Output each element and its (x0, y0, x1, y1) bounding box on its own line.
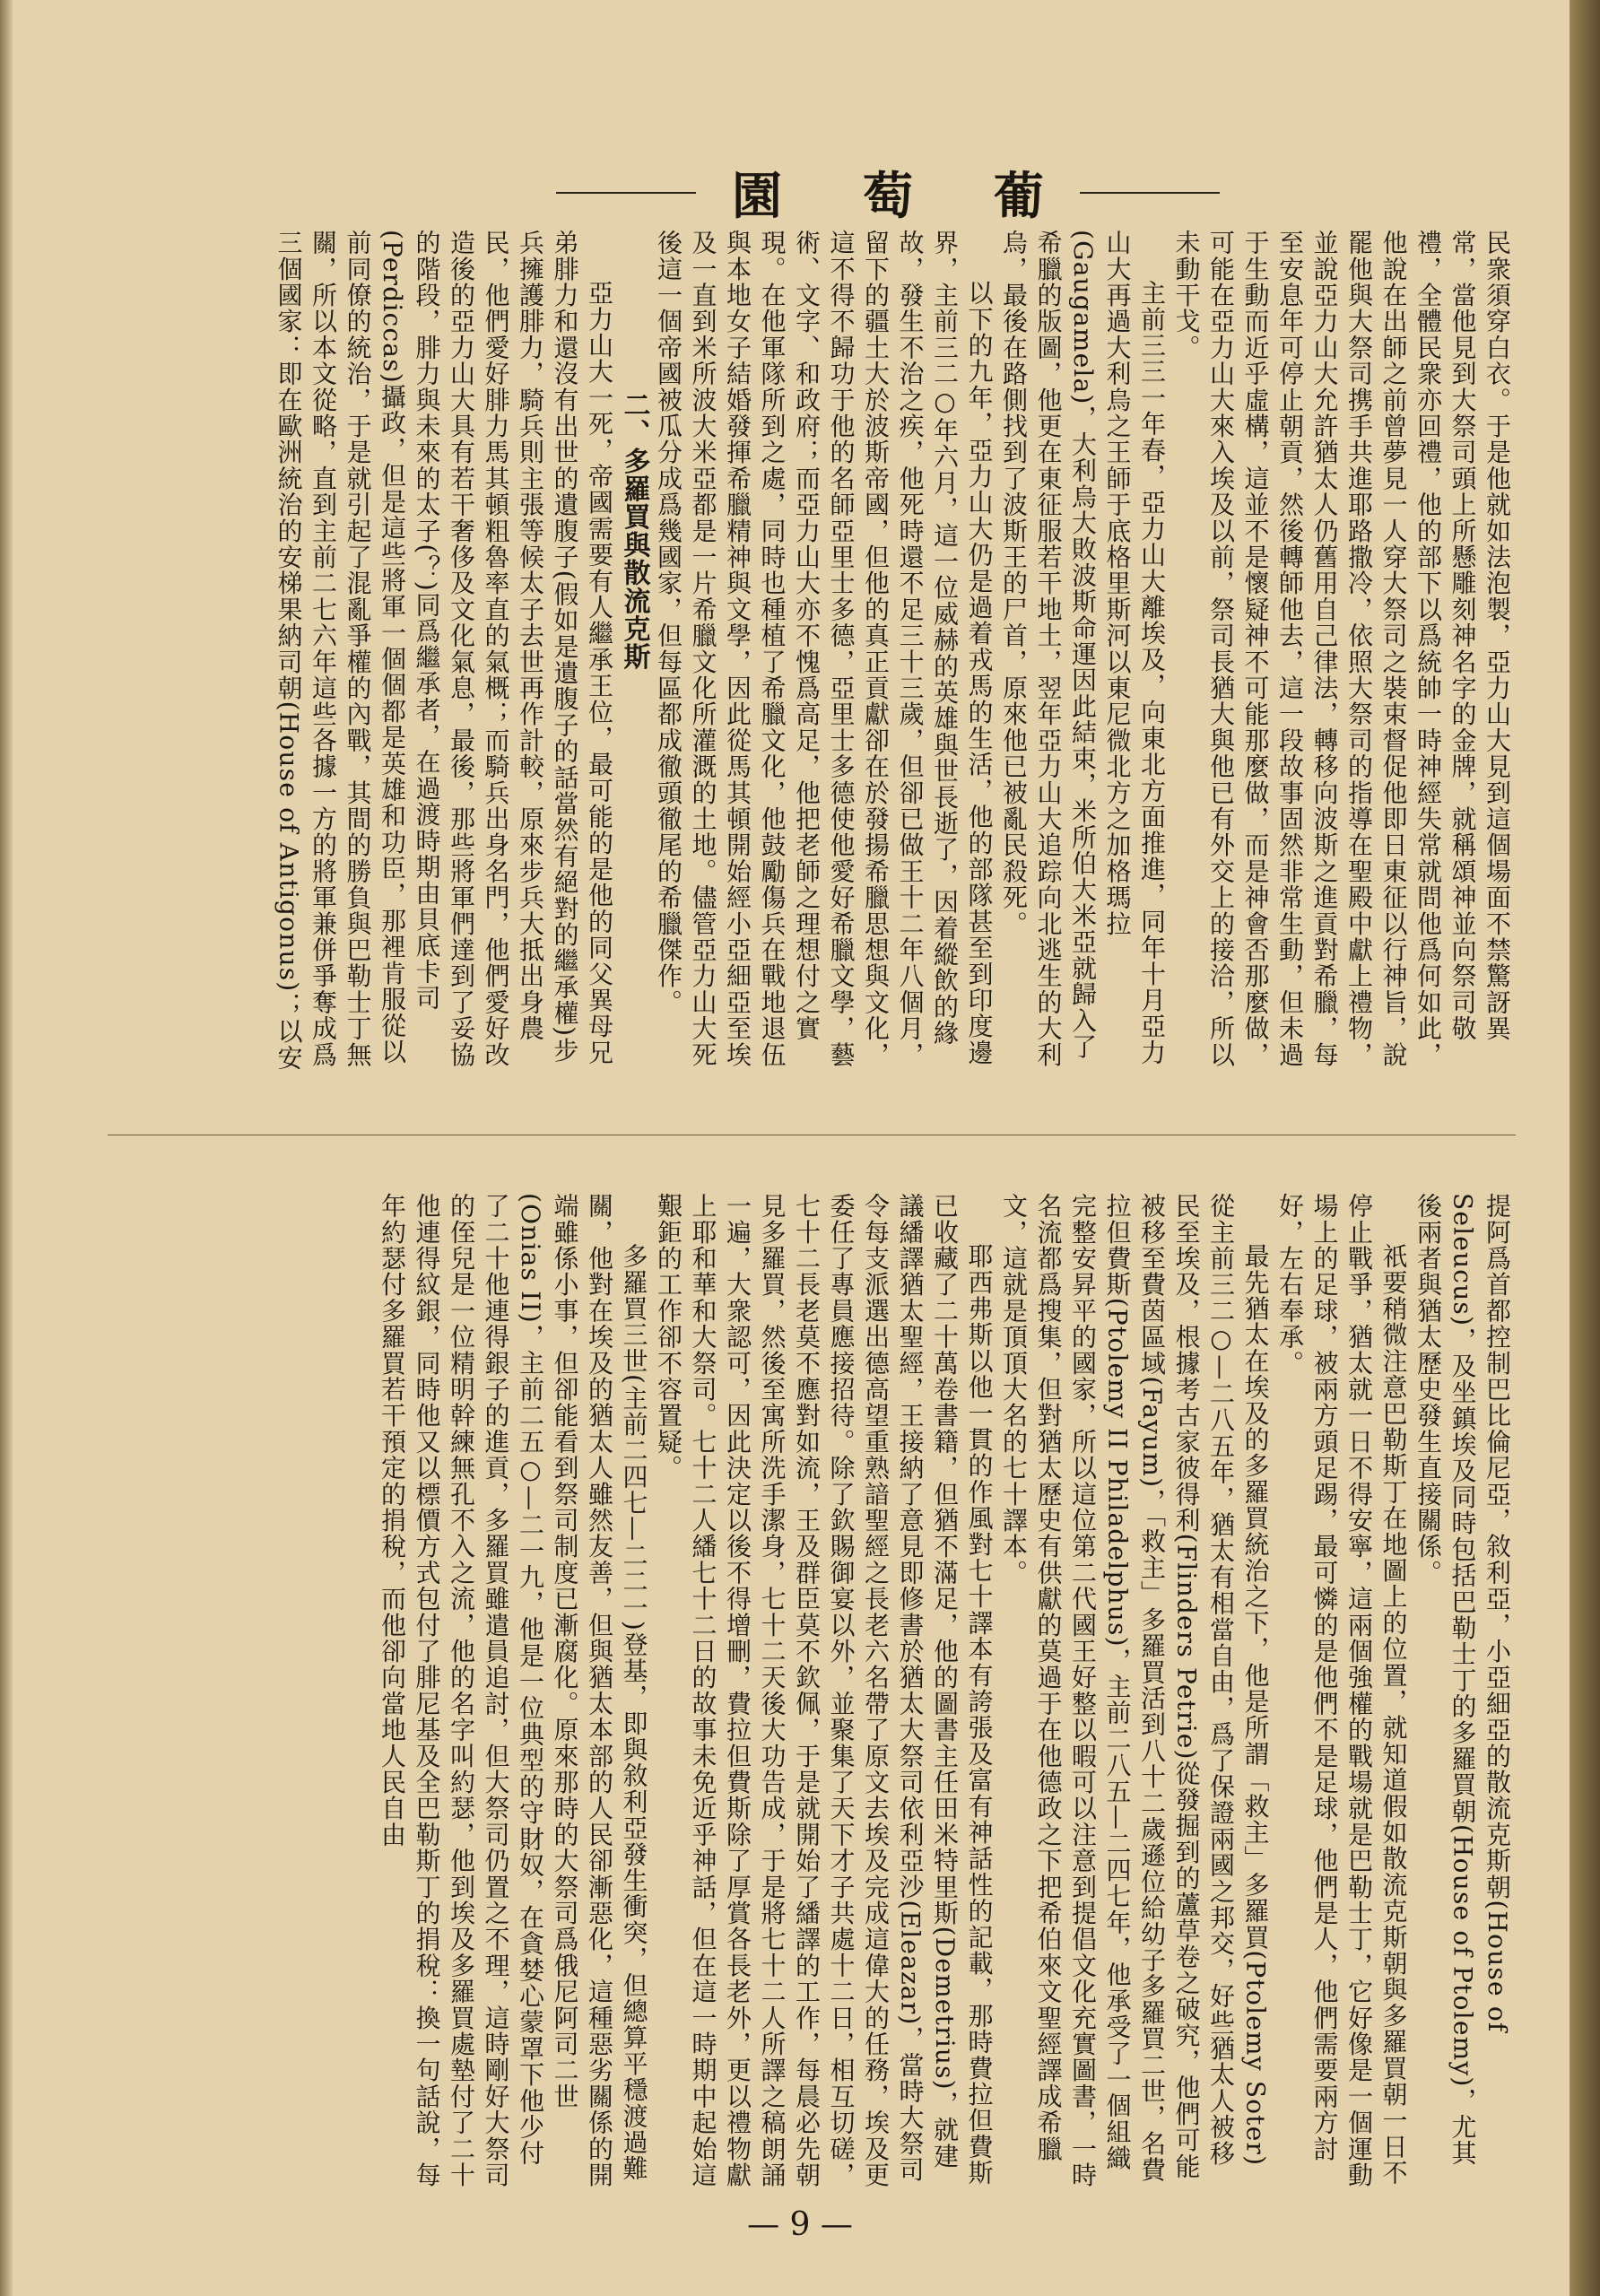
paragraph: 提阿爲首都控制巴比倫尼亞，敘利亞，小亞細亞的散流克斯朝(House of Seleucus)，及坐鎮埃及同時包括巴勒士丁的多羅買朝(House of Ptolemy)，尤其後兩者與猶太歷史發生直接關係。 (1413, 1193, 1512, 2167)
lower-text-block (133, 1193, 1514, 2188)
paragraph: 主前三三一年春，亞力山大離埃及，向東北方面推進，同年十月亞力山大再過大利烏之王師于底格里斯河以東尼微北方之加格瑪拉(Gaugamela)，大利烏大敗波斯命運因此結束，米所伯大米亞就歸入了希臘的版圖，他更在東征服若干地土，翌年亞力山大追踪向北逃生的大利烏，最後在路側找到了波斯王的尸首，原來他已被亂民殺死。 (999, 230, 1167, 1068)
paragraph: 民衆須穿白衣。于是他就如法泡製，亞力山大見到這個場面不禁驚訝異常，當他見到大祭司頭上所懸雕刻神名字的金牌，就稱頌神並向祭司敬禮，全體民衆亦回禮，他的部下以爲統帥一時神經失常就問他爲何如此，他說在出師之前曾夢見一人穿大祭司之裝束督促他即日東征以行神旨，說罷他與大祭司携手共進耶路撒冷，依照大祭司的指導在聖殿中獻上禮物，並說亞力山大允許猶太人仍舊用自己律法，轉移向波斯之進貢對希臘，每至安息年可停止朝貢，然後轉師他去，這一段故事固然非常生動，但未過于生動而近乎虛構，這並不是懷疑神不可能那麼做，而是神會否那麼做，可能在亞力山大來入埃及以前，祭司長猶大與他已有外交上的接洽，所以未動干戈。 (1171, 230, 1512, 1068)
title-char-1: 園 (732, 167, 782, 226)
upper-text-block (133, 230, 1514, 1082)
journal-title (696, 157, 1080, 229)
paragraph: 最先猶太在埃及的多羅買統治之下，他是所謂「救主」多羅買(Ptolemy Soter)從主前三二○—二八五年，猶太有相當自由，爲了保證兩國之邦交，好些猶太人被移民至埃及，根據考古家彼得利(Flinders Petrie)從發掘到的蘆草卷之破究，他們可能被移至費茵區域(Fayum)，「救主」多羅買活到八十二歲遜位給幼子多羅買二世，名費拉但費斯(Ptolemy II Philadelphus)，主前二八五—二四七年，他承受了一個組織完整安昇平的國家，所以這位第二代國王好整以暇可以注意到提倡文化充實圖書，一時名流都爲搜集，但對猶太歷史有供獻的莫過于在他德政之下把希伯來文聖經譯成希臘文，這就是頂頂大名的七十譯本。 (999, 1193, 1271, 2188)
page-number: — 9 — (747, 2206, 853, 2243)
paragraph: 亞力山大一死，帝國需要有人繼承王位，最可能的是他的同父異母兄弟腓力和還沒有出世的遺腹子(假如是遺腹子的話當然有絕對的繼承權)步兵擁護腓力，騎兵則主張等候太子去世再作計較，原來步兵大抵出身農民，他們愛好腓力馬其頓粗魯率直的氣概；而騎兵出身名門，他們愛好改造後的亞力山大具有若干奢侈及文化氣息，最後，那些將軍們達到了妥協的階段，腓力與未來的太子(？)同爲繼承者，在過渡時期由貝底卡司(Perdiccas)攝政，但是這些將軍一個個都是英雄和功臣，那裡肯服從以前同僚的統治，于是就引起了混亂爭權的內戰，其間的勝負與巴勒士丁無關，所以本文從略，直到主前二七六年這些各據一方的將軍兼併爭奪成爲三個國家：即在歐洲統治的安梯果納司朝(House of Antigonus)；以安 (274, 230, 614, 1071)
paragraph: 以下的九年，亞力山大仍是過着戎馬的生活，他的部隊甚至到印度邊界，主前三二○年六月，這一位威赫的英雄與世長逝了，因着縱飲的緣故，發生不治之疾，他死時還不足三十三歲，但卻已做王十二年八個月，留下的疆土大於波斯帝國，但他的真正貢獻卻在於發揚希臘思想與文化，這不得不歸功于他的名師亞里士多德，亞里士多德使他愛好希臘文學，藝術、文字、和政府；而亞力山大亦不愧爲高足，他把老師之理想付之實現。在他軍隊所到之處，同時也種植了希臘文化，他鼓勵傷兵在戰地退伍與本地女子結婚發揮希臘精神與文學，因此從馬其頓開始經小亞細亞至埃及一直到米所波大米亞都是一片希臘文化所灌溉的土地。儘管亞力山大死後這一個帝國被瓜分成爲幾國家，但每區都成徹頭徹尾的希臘傑作。 (654, 230, 995, 1068)
paragraph: 多羅買三世(主前二四七—二二一)登基，即與敘利亞發生衝突，但總算平穩渡過難關，他對在埃及的猶太人雖然友善，但與猶太本部的人民卻漸惡化，這種惡劣關係的開端雖係小事，但卻能看到祭司制度已漸腐化。原來那時的大祭司爲俄尼阿司二世(Onias II)，主前二五○—二一九，他是一位典型的守財奴，在貪婪心蒙罩下他少付了二十他連得銀子的進貢，多羅買雖遣員追討，但大祭司仍置之不理，這時剛好大祭司的侄兒是一位精明幹練無孔不入之流，他的名字叫約瑟，他到埃及多羅買處墊付了二十他連得紋銀，同時他又以標價方式包付了腓尼基及全巴勒斯丁的捐稅：換一句話說，每年約瑟付多羅買若干預定的捐稅，而他卻向當地人民自由 (378, 1193, 649, 2188)
book-binding (1570, 0, 1600, 2296)
header-rule-left (556, 192, 696, 194)
page-edge (0, 0, 13, 2296)
paragraph: 耶西弗斯以他一貫的作風對七十譯本有誇張及富有神話性的記載，那時費拉但費斯已收藏了二十萬卷書籍，但猶不滿足，他的圖書主任田米特里斯(Demetrius)，就建議繙譯猶太聖經，王接納了意見即修書於猶太大祭司依利亞沙(Eleazar)，當時大祭司令每支派選出德高望重熟諳聖經之長老六名帶了原文去埃及完成這偉大的任務，埃及更委任了專員應接招待。除了欽賜御宴以外，並聚集了天下才子共處十二日，相互切磋，七十二長老莫不應對如流，王及群臣莫不欽佩，于是就開始了繙譯的工作，每晨必先朝見多羅買，然後至寓所洗手潔身，七十二天後大功告成，于是將七十二人所譯之稿朗誦一遍，大衆認可，因此決定以後不得增刪，費拉但費斯除了厚賞各長老外，更以禮物獻上耶和華和大祭司。七十二人繙七十二日的故事未免近乎神話，但在這一時期中起始這艱鉅的工作卻不容置疑。 (654, 1193, 995, 2188)
title-char-2: 萄 (863, 167, 913, 226)
section-heading: 二、多羅買與散流克斯 (618, 391, 650, 671)
title-char-3: 葡 (994, 167, 1044, 226)
paragraph: 祇要稍微注意巴勒斯丁在地圖上的位置，就知道假如散流克斯朝與多羅買朝一日不停止戰爭，猶太就一日不得安寧，這兩個強權的戰場就是巴勒士丁，它好像是一個運動場上的足球，被兩方頭足踢，最可憐的是他們不是足球，他們是人，他們需要兩方討好，左右奉承。 (1275, 1193, 1409, 2188)
running-header (556, 152, 1220, 233)
header-rule-right (1080, 192, 1220, 194)
